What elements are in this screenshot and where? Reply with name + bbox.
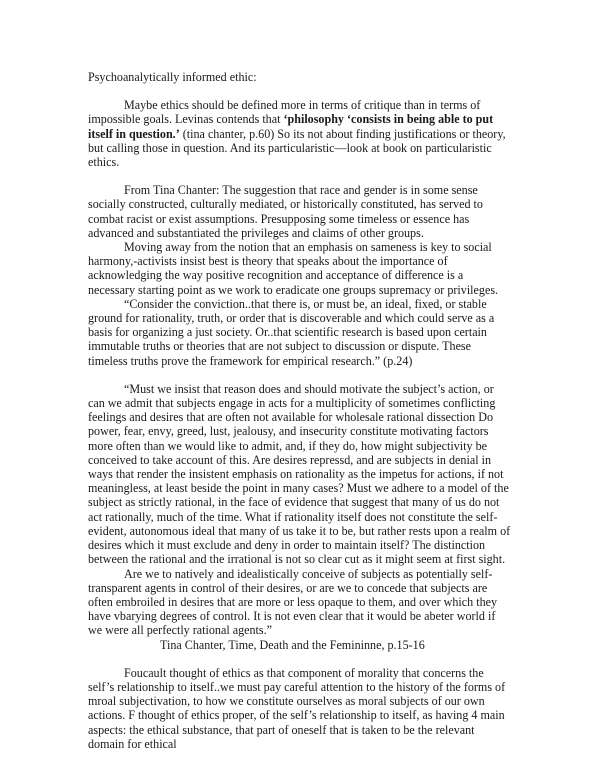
quote-attribution: Tina Chanter, Time, Death and the Femininne, p.15-16 bbox=[160, 637, 425, 652]
paragraph-difference: Moving away from the notion that an emphasis on sameness is key to social harmony,-activists insist best is theory that speaks about the importance of acknowledging the way positive recognition and acceptance of difference is a necessary starting point as we work to eradicate one groups supremacy or privileges. bbox=[88, 240, 499, 297]
levinas-quote: ‘philosophy ‘consists in being able to put itself in question.’ bbox=[88, 112, 494, 141]
paragraph-conviction-quote: “Consider the conviction..that there is, or must be, an ideal, fixed, or stable ground for rationality, truth, or order that is discoverable and which could serve as a basis for organizing a just society. Or..that scientific research is based upon certain immutable truths or theories that are not subject to discussion or dispute. These timeless truths prove the framework for empirical research.” (p.24) bbox=[88, 296, 495, 368]
section-heading: Psychoanalytically informed ethic: bbox=[88, 70, 257, 84]
paragraph-levinas bbox=[88, 98, 512, 169]
paragraph-foucault: Foucault thought of ethics as that component of morality that concerns the self’s relationship to itself..we must pay careful attention to the history of the forms of mroal subjectivation, to how we constitute ourselves as moral subjects of our own actions. F thought of ethics proper, of the self’s relationship to itself, as having 4 main aspects: the ethical substance, that part of oneself that is taken to be the relevant domain for ethical bbox=[88, 665, 506, 751]
paragraph-levinas-text: Maybe ethics should be defined more in terms of critique than in terms of impossible goals. Levinas contends that bbox=[88, 98, 481, 127]
paragraph-self-transparent: Are we to natively and idealistically conceive of subjects as potentially self-transparent agents in control of their desires, or are we to concede that subjects are often embroiled in desires that are more or less opaque to them, and over which they have vbarying degrees of control. It is not even clear that it would be abeter world if we were all perfectly rational agents.” bbox=[88, 566, 498, 638]
paragraph-reason-quote: “Must we insist that reason does and should motivate the subject’s action, or can we admit that subjects engage in acts for a multiplicity of sometimes conflicting feelings and desires that are often not available for wholesale rational dissection Do power, fear, envy, greed, lust, jealousy, and insecurity constitute motivating factors more often than we would like to admit, and, if they do, how might subjectivity be conceived to take account of this. Are desires repressd, and are subjects in denial in ways that render the insistent emphasis on rationality as the impetus for actions, if not meaningless, at least beside the point in many cases? Must we adhere to a model of the subject as strictly rational, in the face of evidence that suggest that many of us do not act rationally, much of the time. What if rationality itself does not constitute the self-evident, autonomous ideal that many of us take it to be, but rather rests upon a realm of desires which it must exclude and deny in order to maintain itself? The distinction between the rational and the irrational is not so clear cut as it might seem at first sight. bbox=[88, 381, 511, 567]
paragraph-chanter-intro: From Tina Chanter: The suggestion that race and gender is in some sense socially constructed, culturally mediated, or historically constituted, has served to combat racist or exist assumptions. Presupposing some timeless or essence has advanced and substantiated the privileges and claims of other groups. bbox=[88, 183, 483, 240]
paragraph-levinas-tail: (tina chanter, p.60) So its not about finding justifications or theory, but calling those in question. And its particularistic—look at book on particularistic ethics. bbox=[88, 126, 506, 170]
